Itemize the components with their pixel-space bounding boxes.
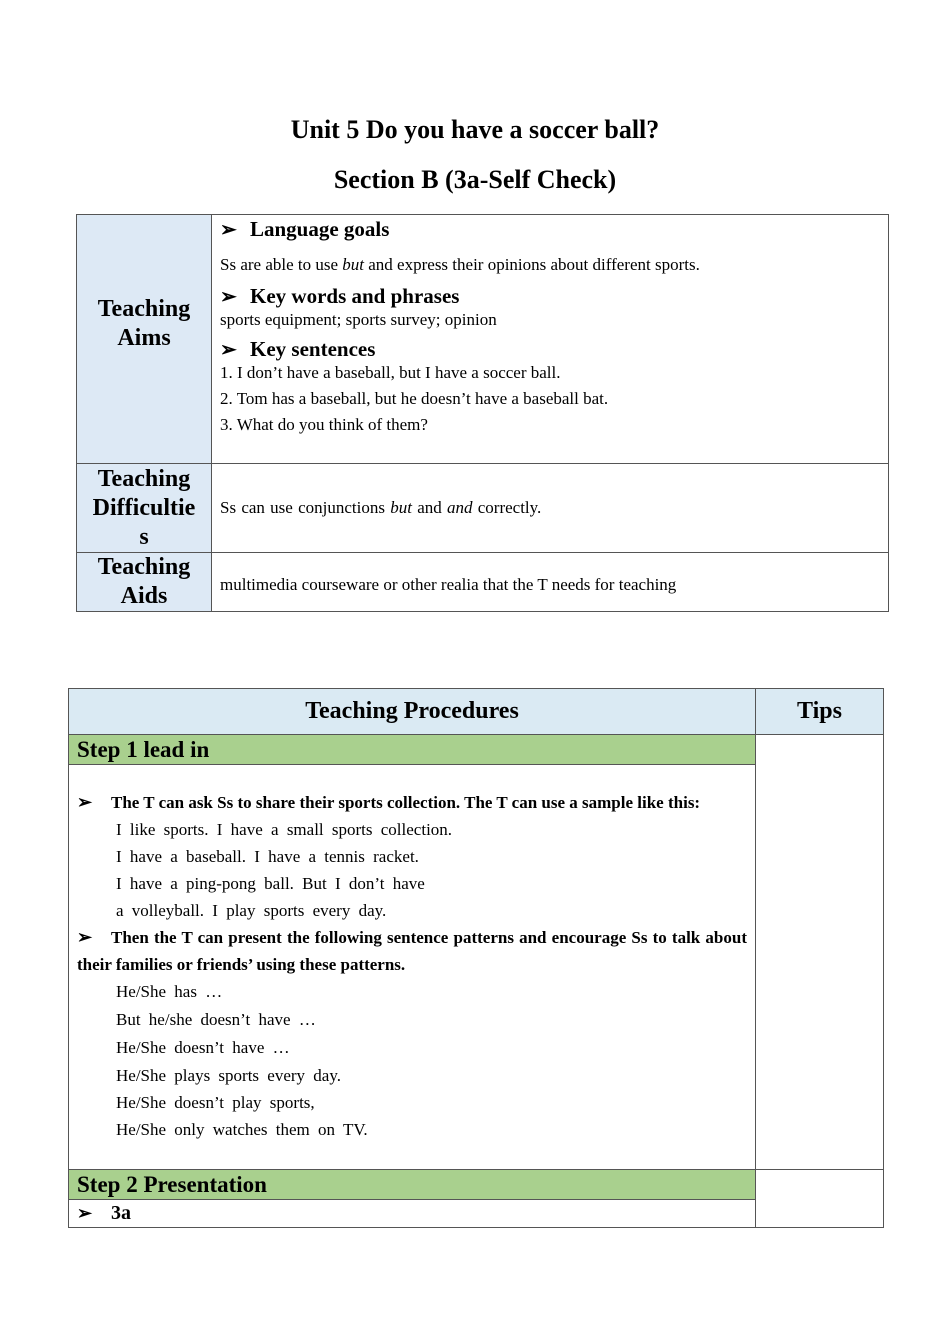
tips-cell [756, 735, 884, 1170]
key-sentence: 3. What do you think of them? [220, 415, 428, 434]
key-words-text: sports equipment; sports survey; opinion [220, 310, 497, 329]
arrowhead-bullet-icon: ➢ [220, 286, 237, 308]
pattern-line: But he/she doesn’t have … [116, 1010, 316, 1029]
sample-line: I like sports. I have a small sports collection. [116, 820, 453, 839]
step-2-title: Step 2 Presentation [69, 1170, 756, 1200]
pattern-line: He/She doesn’t have … [116, 1038, 290, 1057]
procedures-header: Teaching Procedures [69, 689, 756, 735]
teaching-aims-table [76, 214, 889, 612]
key-sentences-heading: Key sentences [250, 337, 376, 361]
step-1-title: Step 1 lead in [69, 735, 756, 765]
arrowhead-bullet-icon: ➢ [77, 792, 93, 812]
step-1-content [69, 765, 756, 1170]
step-2-item: ➢ 3a [69, 1200, 756, 1228]
arrowhead-bullet-icon: ➢ [220, 339, 237, 361]
tips-header: Tips [756, 689, 884, 735]
key-sentence: 1. I don’t have a baseball, but I have a soccer ball. [220, 363, 561, 382]
key-words-heading: Key words and phrases [250, 284, 460, 308]
teaching-aids-label: Teaching Aids [77, 553, 212, 612]
teaching-aims-label: Teaching Aims [77, 215, 212, 464]
sample-line: I have a baseball. I have a tennis racket. [116, 847, 419, 866]
teaching-procedures-table [68, 688, 884, 1228]
arrowhead-bullet-icon: ➢ [220, 219, 237, 241]
sample-line: a volleyball. I play sports every day. [116, 901, 387, 920]
tips-cell [756, 1170, 884, 1228]
sample-line: I have a ping-pong ball. But I don’t have [116, 874, 425, 893]
teaching-difficulties-label: Teaching Difficultie s [77, 464, 212, 553]
key-sentence: 2. Tom has a baseball, but he doesn’t have a baseball bat. [220, 389, 609, 408]
pattern-line: He/She plays sports every day. [116, 1066, 341, 1085]
pattern-line: He/She only watches them on TV. [116, 1120, 368, 1139]
page-title: Unit 5 Do you have a soccer ball? [290, 115, 660, 144]
arrowhead-bullet-icon: ➢ [77, 1203, 93, 1223]
step-1-bullet-2: ➢ Then the T can present the following sentence patterns and encourage Ss to talk about their families or friends’ using these patterns. [69, 924, 755, 978]
step-1-bullet-1: ➢ The T can ask Ss to share their sports collection. The T can use a sample like this: [69, 789, 755, 816]
teaching-aims-content [212, 215, 889, 464]
teaching-difficulties-content: Ss can use conjunctions but and and correctly. [212, 464, 889, 553]
teaching-aids-content: multimedia courseware or other realia that the T needs for teaching [212, 553, 889, 612]
arrowhead-bullet-icon: ➢ [77, 927, 93, 947]
language-goals-heading: Language goals [250, 217, 390, 241]
page-subtitle: Section B (3a-Self Check) [333, 165, 617, 194]
language-goals-text: Ss are able to use but and express their opinions about different sports. [220, 255, 700, 274]
pattern-line: He/She doesn’t play sports, [116, 1093, 315, 1112]
pattern-line: He/She has … [116, 982, 223, 1001]
